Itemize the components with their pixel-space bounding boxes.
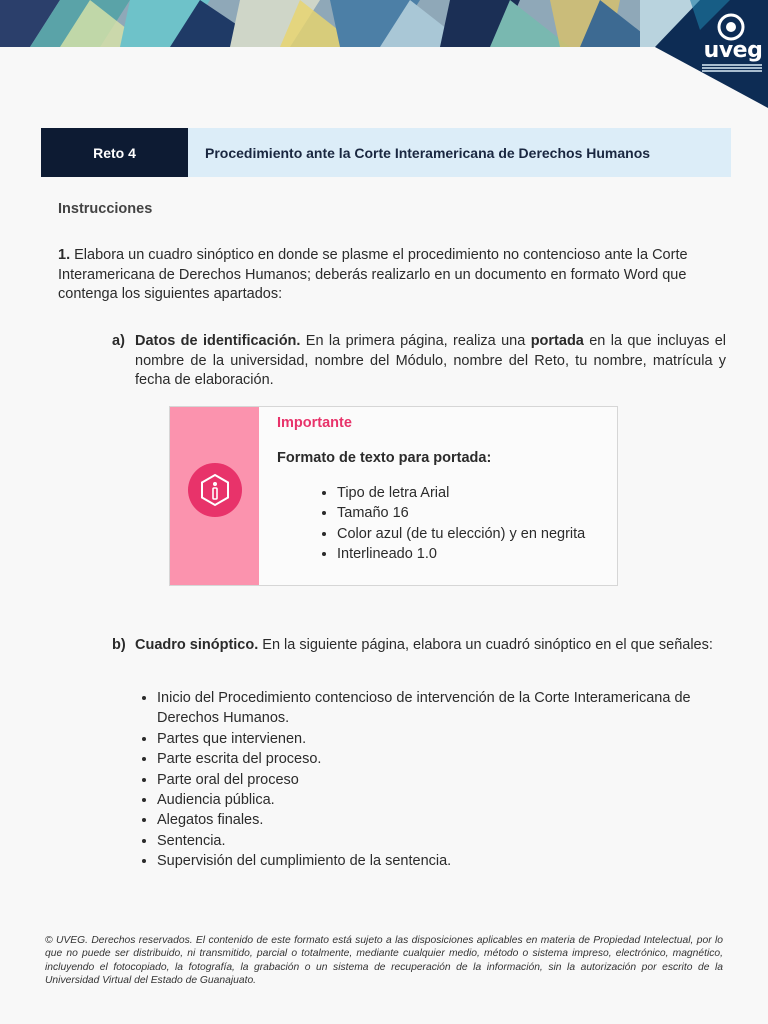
section-b-text bbox=[135, 636, 726, 656]
section-a-title: Datos de identificación. bbox=[135, 333, 301, 349]
list-item: • Alegatos finales. bbox=[157, 810, 747, 830]
list-item: • Partes que intervienen. bbox=[157, 729, 747, 749]
info-icon bbox=[187, 462, 243, 518]
step-1-text: Elabora un cuadro sinóptico en donde se plasme el procedimiento no contencioso ante la Corte Interamericana de Derechos Humanos; deberás realizarlo en un documento en formato Word que contenga los siguientes apartados: bbox=[58, 247, 688, 302]
list-item: • Tamaño 16 bbox=[337, 503, 585, 523]
challenge-title: Procedimiento ante la Corte Interamericana de Derechos Humanos bbox=[188, 128, 731, 177]
section-b-letter: b) bbox=[112, 637, 126, 653]
section-b-list bbox=[136, 688, 747, 872]
section-a bbox=[112, 332, 726, 391]
step-1 bbox=[58, 246, 726, 305]
important-body bbox=[259, 407, 585, 585]
step-number: 1. bbox=[58, 247, 71, 263]
important-title: Importante bbox=[277, 415, 352, 431]
uveg-logo: uveg bbox=[703, 38, 763, 63]
section-b-intro: En la siguiente página, elabora un cuadró sinóptico en el que señales: bbox=[258, 637, 713, 653]
important-box bbox=[169, 406, 618, 586]
list-item: • Parte escrita del proceso. bbox=[157, 749, 747, 769]
format-list bbox=[277, 483, 585, 564]
instructions-heading: Instrucciones bbox=[58, 201, 153, 217]
section-a-text bbox=[135, 332, 726, 391]
challenge-label: Reto 4 bbox=[41, 128, 188, 177]
list-item: • Parte oral del proceso bbox=[157, 770, 747, 790]
list-item: • Audiencia pública. bbox=[157, 790, 747, 810]
list-item: • Tipo de letra Arial bbox=[337, 483, 585, 503]
list-item: • Inicio del Procedimiento contencioso de intervención de la Corte Interamericana de Derechos Humanos. bbox=[157, 688, 747, 729]
logo-subtitle-lines bbox=[702, 63, 762, 73]
portada-word: portada bbox=[530, 333, 584, 349]
section-a-text-1: En la primera página, realiza una bbox=[300, 333, 531, 349]
section-b bbox=[112, 636, 726, 656]
header-banner bbox=[0, 0, 768, 110]
section-b-title: Cuadro sinóptico. bbox=[135, 637, 259, 653]
list-item: • Color azul (de tu elección) y en negrita bbox=[337, 524, 585, 544]
list-item: • Interlineado 1.0 bbox=[337, 544, 585, 564]
title-bar bbox=[41, 128, 731, 177]
list-item: • Supervisión del cumplimiento de la sentencia. bbox=[157, 851, 747, 871]
copyright-footer: © UVEG. Derechos reservados. El contenido de este formato está sujeto a las disposiciones aplicables en materia de Propiedad Intelectual, por lo que no puede ser distribuido, ni transmitido, parcial o totalmente, mediante cualquier medio, método o sistema impreso, electrónico, magnético, incluyendo el fotocopiado, la fotografía, la grabación o un sistema de recuperación de la información, sin la autorización por escrito de la Universidad Virtual del Estado de Guanajuato. bbox=[45, 935, 723, 986]
section-a-text-2: en la que incluyas el nombre de la universidad, nombre del Módulo, nombre del Reto, tu nombre, matrícula y fecha de elaboración. bbox=[135, 333, 726, 388]
important-subtitle: Formato de texto para portada: bbox=[277, 450, 492, 466]
list-item: • Sentencia. bbox=[157, 831, 747, 851]
section-a-letter: a) bbox=[112, 333, 125, 349]
important-side-panel bbox=[170, 407, 259, 585]
